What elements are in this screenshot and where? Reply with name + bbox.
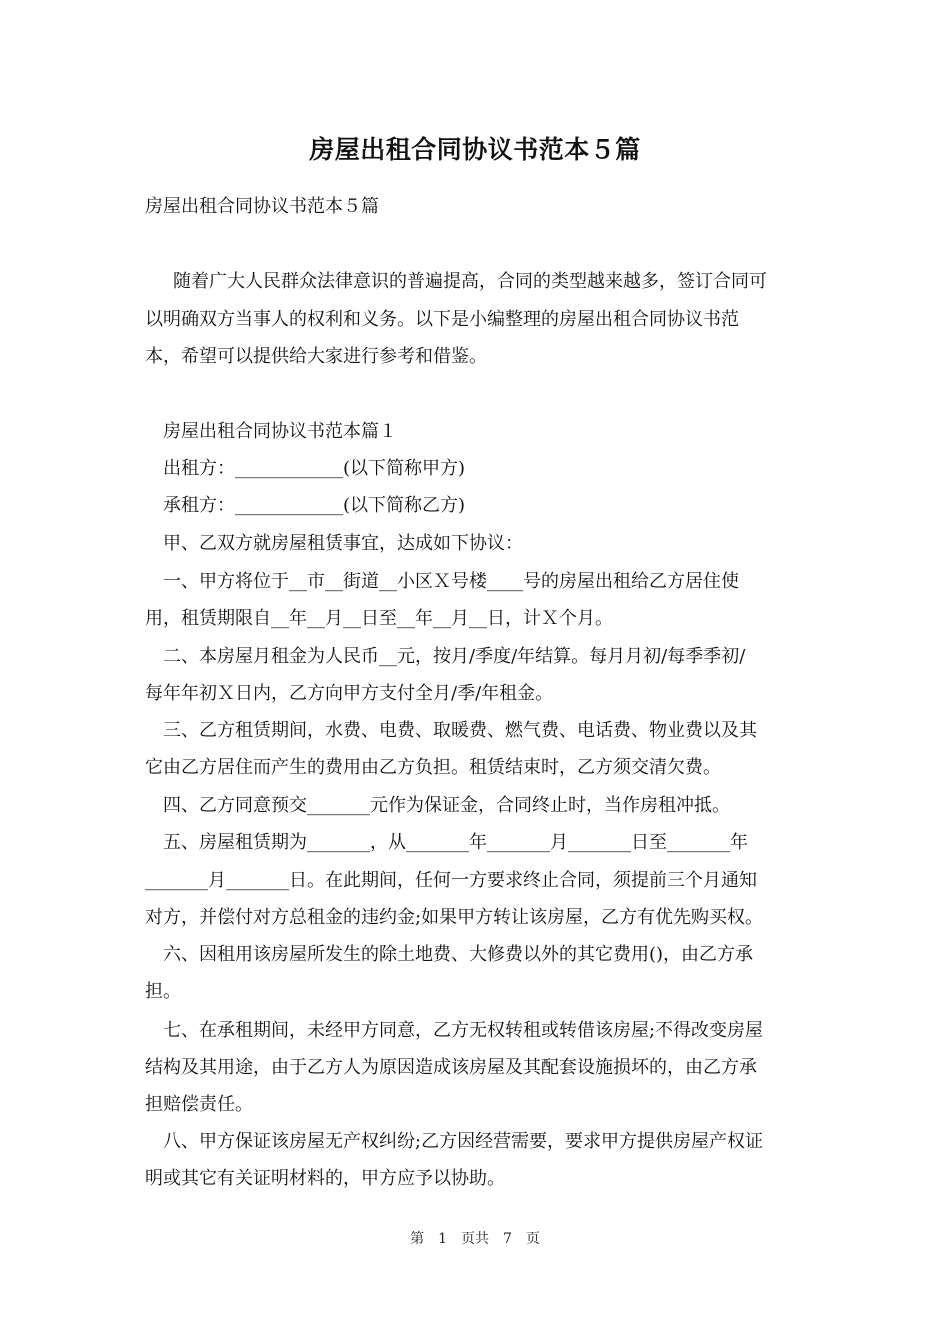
- clause-line: 它由乙方居住而产生的费用由乙方负担。租赁结束时，乙方须交清欠费。: [145, 757, 721, 778]
- clause-line: 对方，并偿付对方总租金的违约金;如果甲方转让该房屋，乙方有优先购买权。: [145, 907, 764, 928]
- clause-line: 一、甲方将位于__市__街道__小区Ｘ号楼____号的房屋出租给乙方居住使: [163, 571, 739, 592]
- page-footer: 第 1 页共 7 页: [410, 1231, 540, 1247]
- subtitle-line: 房屋出租合同协议书范本５篇: [145, 196, 379, 217]
- lessor-line: 出租方：____________(以下简称甲方): [163, 458, 466, 479]
- clause-line: 二、本房屋月租金为人民币__元，按月/季度/年结算。每月月初/每季季初/: [163, 646, 746, 667]
- lessee-line: 承租方：____________(以下简称乙方): [163, 495, 466, 516]
- clause-line: 结构及其用途，由于乙方人为原因造成该房屋及其配套设施损坏的，由乙方承: [145, 1057, 757, 1078]
- clause-line: 八、甲方保证该房屋无产权纠纷;乙方因经营需要，要求甲方提供房屋产权证: [163, 1131, 764, 1152]
- clause-line: 五、房屋租赁期为_______，从_______年_______月_______日至_______年: [163, 832, 748, 853]
- clause-line: 用，租赁期限自__年__月__日至__年__月__日，计Ｘ个月。: [145, 608, 613, 629]
- intro-line: 本，希望可以提供给大家进行参考和借鉴。: [145, 346, 487, 367]
- clause-line: 七、在承租期间，未经甲方同意，乙方无权转租或转借该房屋;不得改变房屋: [163, 1020, 764, 1041]
- clause-line: 明或其它有关证明材料的，甲方应予以协助。: [145, 1168, 505, 1189]
- clause-line: 四、乙方同意预交_______元作为保证金，合同终止时，当作房租冲抵。: [163, 795, 730, 816]
- clause-line: _______月_______日。在此期间，任何一方要求终止合同，须提前三个月通知: [145, 870, 757, 891]
- clause-line: 每年年初Ｘ日内，乙方向甲方支付全月/季/年租金。: [145, 683, 554, 704]
- intro-line: 以明确双方当事人的权利和义务。以下是小编整理的房屋出租合同协议书范: [145, 309, 739, 330]
- clause-line: 三、乙方租赁期间，水费、电费、取暖费、燃气费、电话费、物业费以及其: [163, 720, 757, 741]
- clause-line: 六、因租用该房屋所发生的除土地费、大修费以外的其它费用()，由乙方承: [163, 944, 754, 965]
- clause-line: 担。: [145, 981, 181, 1002]
- document-title: 房屋出租合同协议书范本５篇: [309, 135, 641, 164]
- section-heading: 房屋出租合同协议书范本篇１: [163, 421, 397, 442]
- agreement-line: 甲、乙双方就房屋租赁事宜，达成如下协议：: [163, 533, 523, 554]
- intro-line: 随着广大人民群众法律意识的普遍提高，合同的类型越来越多，签订合同可: [173, 271, 767, 292]
- clause-line: 担赔偿责任。: [145, 1094, 253, 1115]
